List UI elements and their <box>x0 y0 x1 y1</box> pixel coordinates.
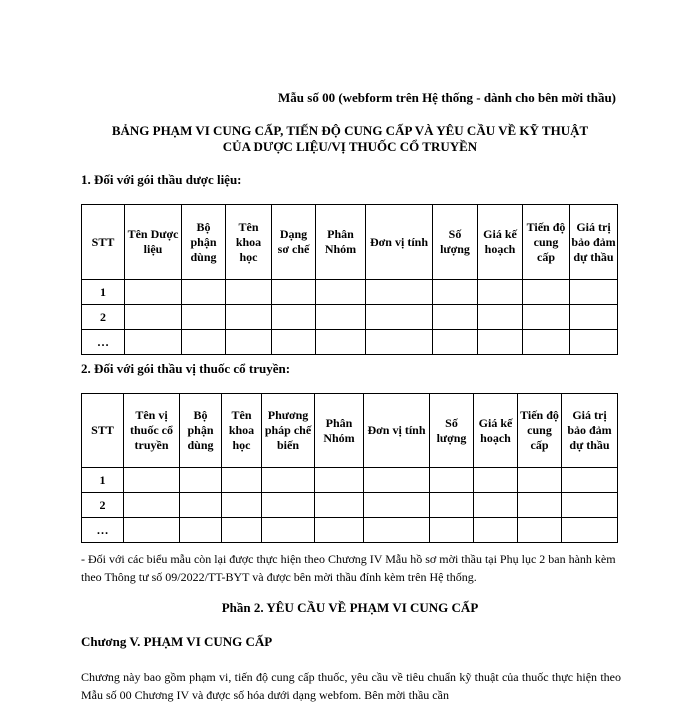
row-number: 2 <box>82 305 125 330</box>
table-row <box>82 280 618 305</box>
column-header: Tên Dược liệu <box>125 205 182 280</box>
footnote-paragraph: - Đối với các biểu mẫu còn lại được thực hiện theo Chương IV Mẫu hồ sơ mời thầu tại Phụ lục 2 ban hành kèm theo Thông tư số 09/2022/TT-BYT và được bên mời thầu đính kèm trên Hệ thống. <box>81 552 616 584</box>
column-header: Đơn vị tính <box>364 394 430 468</box>
table-row <box>82 330 618 355</box>
table-row <box>82 468 618 493</box>
table-row <box>82 493 618 518</box>
column-header: Tiến độ cung cấp <box>518 394 562 468</box>
column-header: Đơn vị tính <box>366 205 433 280</box>
column-header: Dạng sơ chế <box>272 205 316 280</box>
column-header: Bộ phận dùng <box>180 394 222 468</box>
column-header: Số lượng <box>433 205 478 280</box>
section-1-heading: 1. Đối với gói thầu dược liệu: <box>81 172 242 187</box>
herbal-material-table <box>81 204 618 355</box>
row-number: … <box>82 330 125 355</box>
column-header: Bộ phận dùng <box>182 205 226 280</box>
document-title-line-1: BẢNG PHẠM VI CUNG CẤP, TIẾN ĐỘ CUNG CẤP VÀ YÊU CẦU VỀ KỸ THUẬT <box>111 123 589 138</box>
intro-paragraph: Chương này bao gồm phạm vi, tiến độ cung cấp thuốc, yêu cầu về tiêu chuẩn kỹ thuật của thuốc thực hiện theo Mẫu số 00 Chương IV và được số hóa dưới dạng webfom. Bên mời thầu cần <box>81 670 621 702</box>
column-header: Phân Nhóm <box>316 205 366 280</box>
traditional-medicine-table <box>81 393 618 543</box>
document-title-line-2: CỦA DƯỢC LIỆU/VỊ THUỐC CỔ TRUYỀN <box>222 139 478 154</box>
column-header: Giá kế hoạch <box>478 205 523 280</box>
column-header: Tên khoa học <box>226 205 272 280</box>
table-row <box>82 305 618 330</box>
section-2-heading: 2. Đối với gói thầu vị thuốc cổ truyền: <box>81 361 291 376</box>
column-header: Số lượng <box>430 394 474 468</box>
chapter-title: Chương V. PHẠM VI CUNG CẤP <box>81 634 273 649</box>
column-header: Tên vị thuốc cổ truyền <box>124 394 180 468</box>
table-header-row <box>82 394 618 468</box>
table-row <box>82 518 618 543</box>
column-header: Phân Nhóm <box>315 394 364 468</box>
column-header: Tên khoa học <box>222 394 262 468</box>
row-number: 2 <box>82 493 124 518</box>
column-header: Tiến độ cung cấp <box>523 205 570 280</box>
table-header-row <box>82 205 618 280</box>
document-title <box>80 123 620 155</box>
row-number: 1 <box>82 280 125 305</box>
column-header: Giá trị bảo đảm dự thầu <box>570 205 618 280</box>
form-code-label: Mẫu số 00 (webform trên Hệ thống - dành cho bên mời thầu) <box>278 90 616 105</box>
row-number: 1 <box>82 468 124 493</box>
column-header: Giá kế hoạch <box>474 394 518 468</box>
row-number: … <box>82 518 124 543</box>
column-header: STT <box>82 205 125 280</box>
column-header: Phương pháp chế biến <box>262 394 315 468</box>
part-title: Phần 2. YÊU CẦU VỀ PHẠM VI CUNG CẤP <box>221 600 479 615</box>
column-header: Giá trị bảo đảm dự thầu <box>562 394 618 468</box>
column-header: STT <box>82 394 124 468</box>
